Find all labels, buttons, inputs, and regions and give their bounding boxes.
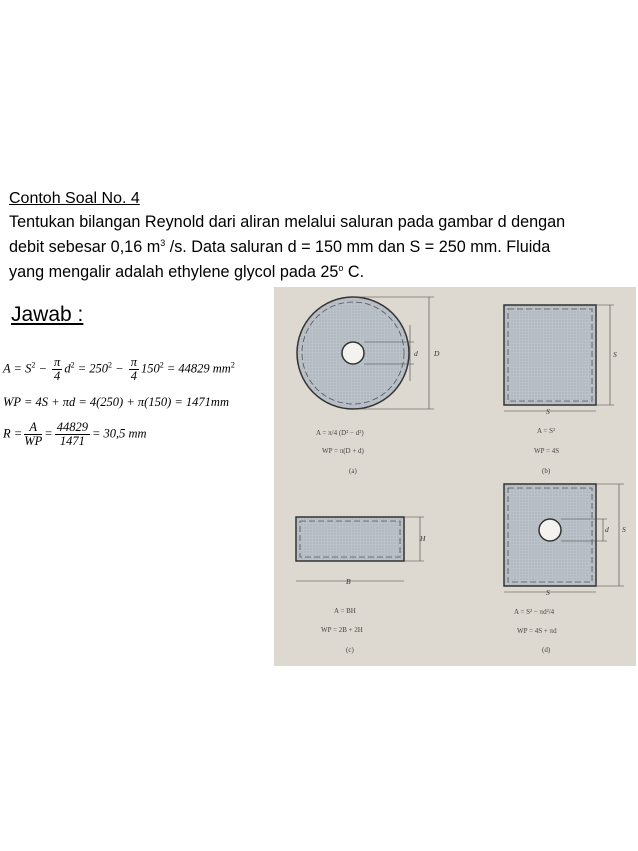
label-s-d-vertical: S <box>622 525 626 534</box>
problem-line-3-text: yang mengalir adalah ethylene glycol pada 25 <box>9 263 339 281</box>
cubic-exponent: 3 <box>160 238 166 248</box>
problem-line-2-rest: /s. Data saluran d = 150 mm dan S = 250 mm. Fluida <box>165 238 551 256</box>
eq3-lhs: R = <box>3 426 23 441</box>
problem-statement <box>9 212 634 283</box>
label-d-big-a: D <box>434 349 440 358</box>
equation-hydraulic-radius <box>3 421 147 448</box>
caption-a-area: A = π/4 (D² − d²) <box>316 429 364 437</box>
eq1-lhs: A = S <box>3 361 32 376</box>
caption-b-tag: (b) <box>542 467 551 475</box>
eq3-den-value: 1471 <box>59 434 85 448</box>
example-heading: Contoh Soal No. 4 <box>9 190 140 207</box>
eq3-a-over-wp <box>24 421 42 448</box>
eq1-exp-d: 2 <box>70 360 75 370</box>
problem-line-1: Tentukan bilangan Reynold dari aliran melalui saluran pada gambar d dengan <box>9 213 566 231</box>
problem-line-2 <box>9 233 634 258</box>
label-h-c: H <box>420 534 426 543</box>
eq1-minus-2: − <box>112 361 127 376</box>
degree-symbol: o <box>338 263 344 273</box>
eq1-pi-over-4-second <box>129 356 139 383</box>
caption-b-wp: WP = 4S <box>534 447 560 455</box>
eq1-pi: π <box>54 355 61 369</box>
eq3-values-fraction <box>55 421 90 448</box>
caption-d-tag: (d) <box>542 646 551 654</box>
eq3-equals: = <box>44 426 53 441</box>
eq1-result: = 44829 mm <box>163 361 231 376</box>
eq1-exp-s: 2 <box>108 360 112 370</box>
label-b-c: B <box>346 577 351 586</box>
caption-c-tag: (c) <box>346 646 354 654</box>
cross-section-figure <box>274 287 636 666</box>
eq3-num-value: 44829 <box>56 420 88 434</box>
label-d-small-a: d <box>414 349 418 358</box>
problem-line-2-text: debit sebesar 0,16 m <box>9 238 161 256</box>
answer-label: Jawab : <box>11 303 84 326</box>
eq3-den: WP <box>24 434 43 448</box>
eq1-pi-2: π <box>130 355 137 369</box>
problem-line-3-rest: C. <box>343 263 365 281</box>
label-d-small-d: d <box>605 525 609 534</box>
eq1-four: 4 <box>54 369 61 383</box>
equation-area <box>3 356 235 383</box>
eq1-four-2: 4 <box>130 369 137 383</box>
eq1-d: d <box>64 361 71 376</box>
caption-b-area: A = S² <box>537 427 556 435</box>
caption-c-wp: WP = 2B + 2H <box>321 626 363 634</box>
eq1-s-value: = 250 <box>74 361 108 376</box>
eq1-result-exp: 2 <box>230 360 235 370</box>
caption-a-wp: WP = π(D + d) <box>322 447 364 455</box>
eq3-num: A <box>24 421 42 435</box>
label-s-d-horizontal: S <box>546 588 550 597</box>
label-s-b-horizontal: S <box>546 407 550 416</box>
eq3-result: = 30,5 mm <box>91 426 147 441</box>
eq1-d-value: 150 <box>140 361 160 376</box>
eq1-minus: − <box>35 361 51 376</box>
caption-d-area: A = S² − πd²/4 <box>514 608 555 616</box>
equation-wetted-perimeter: WP = 4S + πd = 4(250) + π(150) = 1471mm <box>3 395 229 409</box>
label-s-b-vertical: S <box>613 350 617 359</box>
caption-c-area: A = BH <box>334 607 356 615</box>
eq1-pi-over-4 <box>52 356 62 383</box>
caption-a-tag: (a) <box>349 467 357 475</box>
problem-line-3 <box>9 258 634 283</box>
caption-d-wp: WP = 4S + πd <box>517 627 557 635</box>
eq1-exp-d-value: 2 <box>159 360 164 370</box>
eq1-exp-a: 2 <box>31 360 36 370</box>
